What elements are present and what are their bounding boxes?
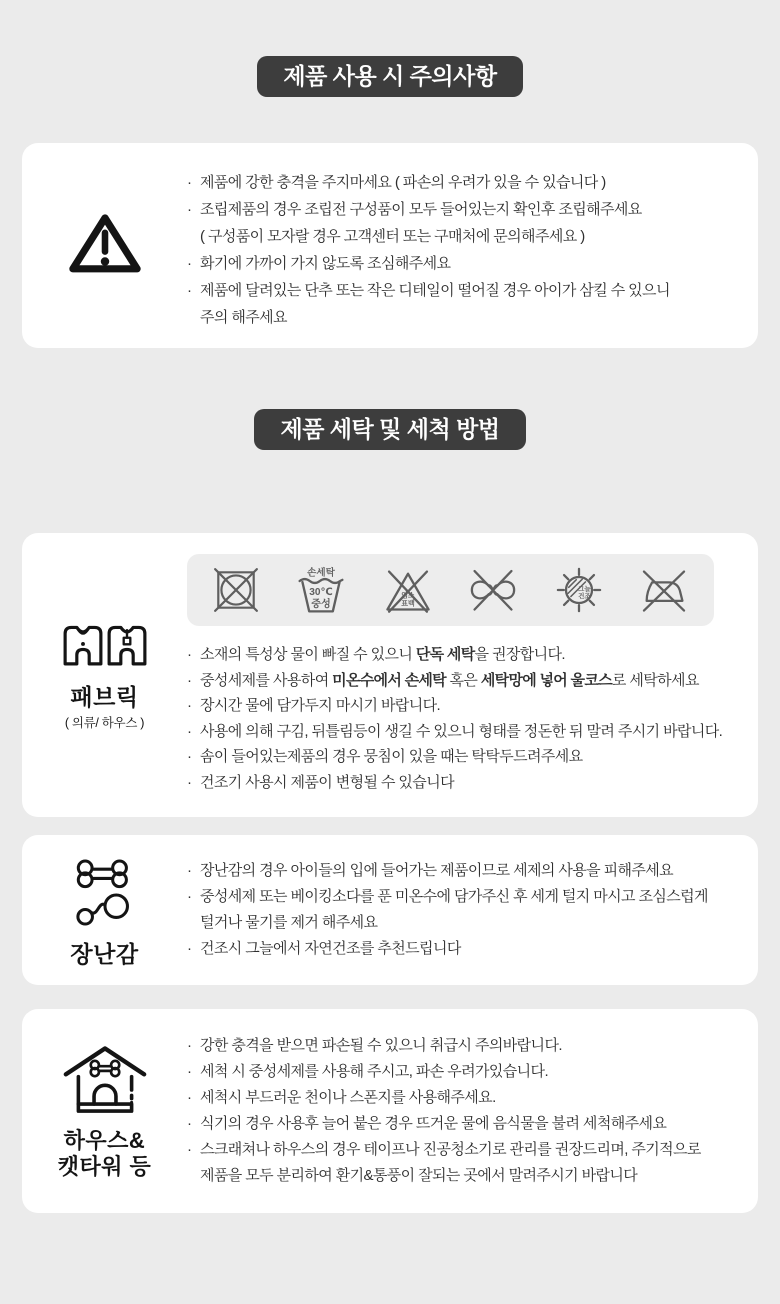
hand-wash-icon [294,563,348,617]
bullet-dot: · [187,748,192,765]
shade-dry-icon [553,564,605,616]
toy-content [187,835,758,985]
svg-text:중성: 중성 [311,598,332,610]
bullet-dot: · [187,862,192,879]
do-not-iron-icon [638,564,690,616]
bullet-item [187,277,746,331]
bullet-text: 세척시 부드러운 천이나 스폰지를 사용해주세요. [200,1089,496,1106]
bullet-text: 중성세제를 사용하여 미온수에서 손세탁 혹은 세탁망에 넣어 울코스로 세탁하세요 [200,671,699,689]
bullet-item [187,858,746,884]
usage-section-badge [257,56,522,97]
bullet-text: 중성세제 또는 베이킹소다를 푼 미온수에 담가주신 후 세게 털지 마시고 조심스럽게 털거나 물기를 제거 해주세요 [200,888,708,931]
bullet-text: 제품에 달려있는 단추 또는 작은 디테일이 떨어질 경우 아이가 삼킬 수 있으니 주의 해주세요 [200,282,670,326]
do-not-tumble-dry-icon [211,565,261,615]
bullet-item [187,770,746,796]
bullet-item [187,1111,746,1137]
svg-text:손세탁: 손세탁 [307,567,336,579]
svg-text:그늘: 그늘 [577,586,591,594]
usage-bullet-list [187,169,746,331]
toy-bone-rattle-icon [68,854,142,933]
svg-text:30℃: 30℃ [309,587,334,599]
pet-house-icon [61,1043,149,1120]
bullet-text: 소재의 특성상 물이 빠질 수 있으니 단독 세탁을 권장합니다. [200,646,565,663]
do-not-bleach-icon [382,564,434,616]
bullet-dot: · [187,1115,192,1132]
bullet-dot: · [187,940,192,957]
bullet-dot: · [187,646,192,663]
bullet-text: 건조기 사용시 제품이 변형될 수 있습니다 [200,773,454,791]
house-title-line1: 하우스& [63,1127,146,1153]
bullet-dot: · [187,722,192,740]
usage-content [187,143,758,348]
bullet-text: 화기에 가까이 가지 않도록 조심해주세요 [200,255,451,272]
usage-icon-column [22,143,187,348]
bullet-text: 장난감의 경우 아이들의 입에 들어가는 제품이므로 세제의 사용을 피해주세요 [200,862,674,879]
bullet-item [187,693,746,719]
bullet-item [187,1137,746,1189]
usage-card [22,143,758,348]
toy-card [22,835,758,985]
do-not-wring-icon [467,564,519,616]
bullet-item [187,744,746,770]
fabric-icon-column [22,533,187,817]
bullet-text: 사용에 의해 구김, 뒤틀림등이 생길 수 있으니 형태를 정돈한 뒤 말려 주시기 바랍니다. [200,722,723,740]
bullet-item [187,884,746,936]
bullet-item [187,1059,746,1085]
bullet-item [187,250,746,277]
house-icon-column [22,1009,187,1213]
bullet-item [187,196,746,250]
house-content [187,1009,758,1213]
bullet-item [187,1033,746,1059]
bullet-text: 세척 시 중성세제를 사용해 주시고, 파손 우려가있습니다. [200,1063,549,1080]
fabric-card [22,533,758,817]
fabric-title: 패브릭 [70,684,139,710]
fabric-subtitle: ( 의류/ 하우스 ) [64,716,145,730]
bullet-item [187,719,746,745]
house-title-line2: 캣타워 등 [57,1153,152,1179]
house-card [22,1009,758,1213]
bullet-text: 식기의 경우 사용후 늘어 붙은 경우 뜨거운 물에 음식물을 불려 세척해주세요 [200,1115,667,1132]
washing-section-title: 제품 세탁 및 세척 방법 [280,416,500,442]
bullet-text: 건조시 그늘에서 자연건조를 추천드립니다 [200,940,461,957]
bullet-dot: · [187,282,192,299]
toy-title: 장난감 [70,940,139,967]
svg-text:염소: 염소 [400,592,415,600]
fabric-bullet-list [187,642,746,795]
svg-text:표백: 표백 [400,600,415,608]
bullet-dot: · [187,1141,192,1158]
bullet-text: 솜이 들어있는제품의 경우 뭉침이 있을 때는 탁탁두드려주세요 [200,748,583,765]
bullet-item [187,642,746,668]
bullet-text: 장시간 물에 담가두지 마시기 바랍니다. [200,697,441,714]
toy-icon-column [22,835,187,985]
svg-text:건조: 건조 [577,593,591,601]
bullet-dot: · [187,255,192,272]
bullet-dot: · [187,1089,192,1106]
bullet-text: 스크래쳐나 하우스의 경우 테이프나 진공청소기로 관리를 권장드리며, 주기적으로 제품을 모두 분리하여 환기&통풍이 잘되는 곳에서 말려주시기 바랍니다 [200,1141,701,1184]
bullet-text: 제품에 강한 충격을 주지마세요 ( 파손의 우려가 있을 수 있습니다 ) [200,174,606,191]
bullet-dot: · [187,671,192,689]
bullet-item [187,169,746,196]
bullet-dot: · [187,888,192,905]
bullet-item [187,668,746,694]
pet-clothes-icon [61,621,149,676]
bullet-dot: · [187,1063,192,1080]
bullet-dot: · [187,773,192,791]
toy-bullet-list [187,858,746,962]
bullet-item [187,1085,746,1111]
bullet-dot: · [187,174,192,191]
bullet-item [187,936,746,962]
warning-triangle-icon [67,207,143,284]
fabric-content [187,533,758,817]
bullet-dot: · [187,1037,192,1054]
washing-section-badge [254,409,525,450]
usage-section-title: 제품 사용 시 주의사항 [283,63,497,89]
bullet-text: 강한 충격을 받으면 파손될 수 있으니 취급시 주의바랍니다. [200,1037,562,1054]
care-symbols-strip [187,554,714,626]
bullet-dot: · [187,697,192,714]
bullet-text: 조립제품의 경우 조립전 구성품이 모두 들어있는지 확인후 조립해주세요 ( 구성품이 모자랄 경우 고객센터 또는 구매처에 문의해주세요 ) [200,201,642,245]
bullet-dot: · [187,201,192,218]
house-bullet-list [187,1033,746,1189]
